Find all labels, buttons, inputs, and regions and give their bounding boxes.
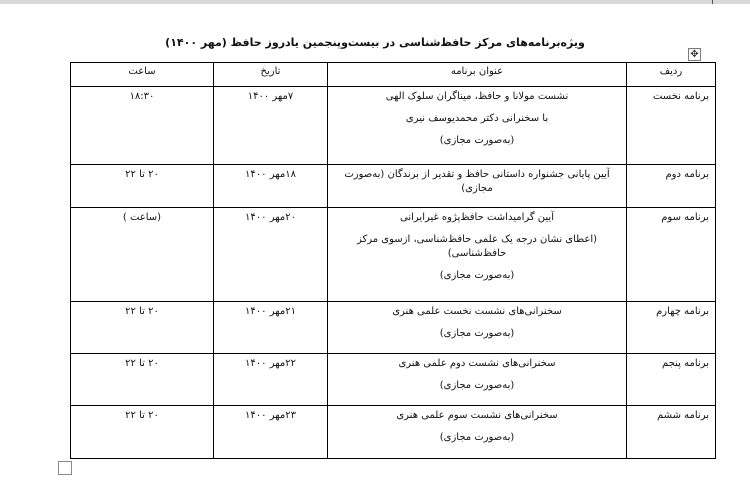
- program-title-line: سخنرانی‌های نشست دوم علمی هنری: [398, 358, 556, 369]
- time-cell: ۲۰ تا ۲۲: [71, 165, 214, 208]
- row-label: برنامه دوم: [627, 165, 716, 208]
- table-row: [71, 302, 716, 354]
- date-cell: ۱۸مهر ۱۴۰۰: [214, 165, 328, 208]
- program-title-cell: [328, 406, 627, 459]
- program-title-line: آیین گرامیداشت حافظ‌پژوه غیرایرانی: [400, 212, 554, 223]
- program-title-cell: [328, 208, 627, 302]
- table-row: [71, 354, 716, 406]
- table-row: [71, 87, 716, 165]
- header-time: ساعت: [71, 63, 214, 87]
- program-title-line: سخنرانی‌های نشست نخست علمی هنری: [392, 306, 562, 317]
- document-title: ویژه‌برنامه‌های مرکز حافظ‌شناسی در بیست‌وپنجمین یادروز حافظ (مهر ۱۴۰۰): [165, 36, 585, 49]
- date-cell: ۲۳مهر ۱۴۰۰: [214, 406, 328, 459]
- table-row: [71, 165, 716, 208]
- time-cell: ۲۰ تا ۲۲: [71, 354, 214, 406]
- time-cell: (ساعت ): [71, 208, 214, 302]
- program-title-cell: [328, 302, 627, 354]
- header-date: تاریخ: [214, 63, 328, 87]
- date-cell: ۲۱مهر ۱۴۰۰: [214, 302, 328, 354]
- program-title-line: (به‌صورت مجازی): [439, 135, 515, 146]
- time-cell: ۲۰ تا ۲۲: [71, 406, 214, 459]
- time-cell: ۱۸:۳۰: [71, 87, 214, 165]
- program-title-line: (به‌صورت مجازی): [439, 270, 515, 281]
- program-title-line: (به‌صورت مجازی): [439, 380, 515, 391]
- program-title-line: (اعطای نشان درجه یک علمی حافظ‌شناسی، ازسوی مرکز حافظ‌شناسی): [356, 234, 598, 259]
- header-row-number: ردیف: [627, 63, 716, 87]
- date-cell: ۲۰مهر ۱۴۰۰: [214, 208, 328, 302]
- table-row: [71, 208, 716, 302]
- program-title-line: نشست مولانا و حافظ، میناگران سلوک الهی: [385, 91, 569, 102]
- program-title-line: با سخنرانی دکتر محمدیوسف نیری: [405, 113, 549, 124]
- row-label: برنامه پنجم: [627, 354, 716, 406]
- date-cell: ۷مهر ۱۴۰۰: [214, 87, 328, 165]
- program-title-cell: [328, 165, 627, 208]
- table-row: [71, 406, 716, 459]
- time-cell: ۲۰ تا ۲۲: [71, 302, 214, 354]
- program-title-line: (به‌صورت مجازی): [439, 328, 515, 339]
- table-move-handle-icon[interactable]: ✥: [688, 48, 701, 61]
- program-title-cell: [328, 87, 627, 165]
- program-title-line: سخنرانی‌های نشست سوم علمی هنری: [396, 410, 558, 421]
- row-label: برنامه چهارم: [627, 302, 716, 354]
- ruler-bar: [0, 0, 750, 4]
- row-label: برنامه نخست: [627, 87, 716, 165]
- ruler-marker: [712, 0, 713, 4]
- table-header-row: [71, 63, 716, 87]
- program-title-line: آیین پایانی جشنواره داستانی حافظ و تقدیر از برندگان (به‌صورت مجازی): [344, 169, 610, 194]
- row-label: برنامه ششم: [627, 406, 716, 459]
- row-label: برنامه سوم: [627, 208, 716, 302]
- header-program-title: عنوان برنامه: [328, 63, 627, 87]
- text-boundary-marker: [58, 461, 72, 475]
- program-title-cell: [328, 354, 627, 406]
- schedule-table: [70, 62, 716, 459]
- date-cell: ۲۲مهر ۱۴۰۰: [214, 354, 328, 406]
- program-title-line: (به‌صورت مجازی): [439, 432, 515, 443]
